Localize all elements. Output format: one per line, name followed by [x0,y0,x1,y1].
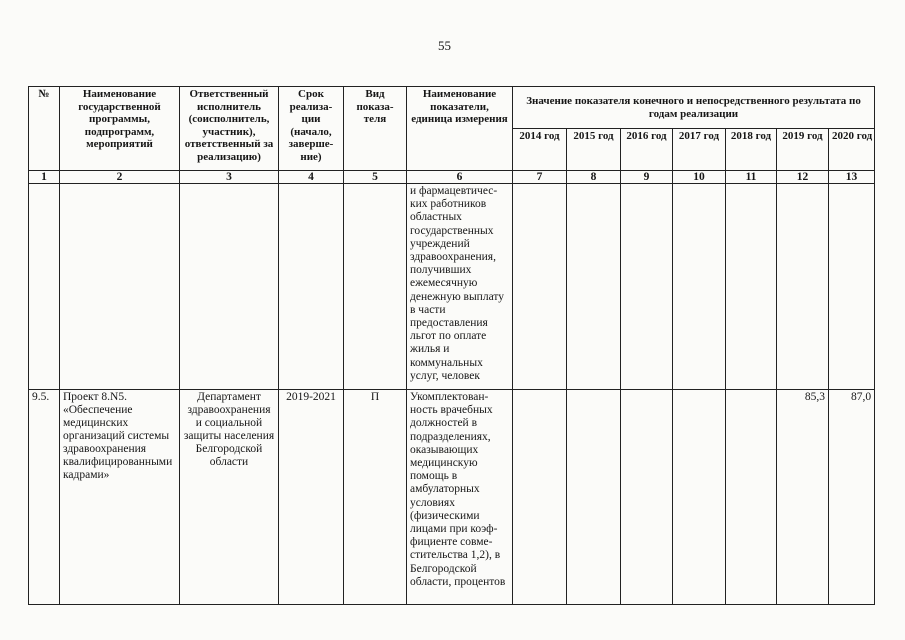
column-number: 12 [777,171,829,184]
table-row [29,390,875,605]
row-type: П [344,390,407,605]
table-row [29,184,875,390]
row-value-2015 [567,184,621,390]
row-indicator: и фармацевтичес-ких работников областных государственных учреждений здравоохранения, получивших ежемесячную денежную выплату в части предоставления льгот по оплате жилья и коммунальных услуг, человек [407,184,513,390]
row-value-2018 [726,184,777,390]
column-number-row [29,171,875,184]
row-term: 2019-2021 [279,390,344,605]
header-year-2017: 2017 год [673,129,726,171]
header-year-2014: 2014 год [513,129,567,171]
row-value-2014 [513,390,567,605]
header-year-2020: 2020 год [829,129,875,171]
column-number: 10 [673,171,726,184]
header-term: Срок реализа-ции (начало, заверше-ние) [279,87,344,171]
row-value-2016 [621,390,673,605]
header-values-group: Значение показателя конечного и непосредственного результата по годам реализации [513,87,875,129]
row-num [29,184,60,390]
row-indicator: Укомплектован-ность врачебных должностей в подразделениях, оказывающих медицинскую помощь в амбулаторных условиях (физическими лицами при коэф-фициенте совме-стительства 1,2), в Белгородской области, процентов [407,390,513,605]
column-number: 4 [279,171,344,184]
row-num: 9.5. [29,390,60,605]
row-value-2016 [621,184,673,390]
column-number: 2 [60,171,180,184]
column-number: 8 [567,171,621,184]
column-number: 1 [29,171,60,184]
column-number: 6 [407,171,513,184]
header-year-2016: 2016 год [621,129,673,171]
column-number: 7 [513,171,567,184]
header-executor: Ответственный исполнитель (соисполнитель, участник), ответственный за реализацию) [180,87,279,171]
row-value-2019: 85,3 [777,390,829,605]
row-value-2020: 87,0 [829,390,875,605]
header-program: Наименование государственной программы, подпрограмм, мероприятий [60,87,180,171]
column-number: 3 [180,171,279,184]
row-executor [180,184,279,390]
row-program: Проект 8.N5. «Обеспечение медицинских организаций системы здравоохранения квалифицированными кадрами» [60,390,180,605]
column-number: 11 [726,171,777,184]
row-value-2018 [726,390,777,605]
row-term [279,184,344,390]
row-value-2014 [513,184,567,390]
header-year-2015: 2015 год [567,129,621,171]
row-type [344,184,407,390]
page-number: 55 [438,38,451,53]
header-type: Вид показа-теля [344,87,407,171]
header-year-2018: 2018 год [726,129,777,171]
column-number: 5 [344,171,407,184]
column-number: 13 [829,171,875,184]
row-value-2015 [567,390,621,605]
header-num: № [29,87,60,171]
indicator-table [28,86,875,605]
row-value-2017 [673,184,726,390]
row-value-2019 [777,184,829,390]
row-value-2020 [829,184,875,390]
header-year-2019: 2019 год [777,129,829,171]
row-program [60,184,180,390]
row-executor: Департамент здравоохранения и социальной защиты населения Белгородской области [180,390,279,605]
row-value-2017 [673,390,726,605]
header-indicator: Наименование показатели, единица измерения [407,87,513,171]
column-number: 9 [621,171,673,184]
